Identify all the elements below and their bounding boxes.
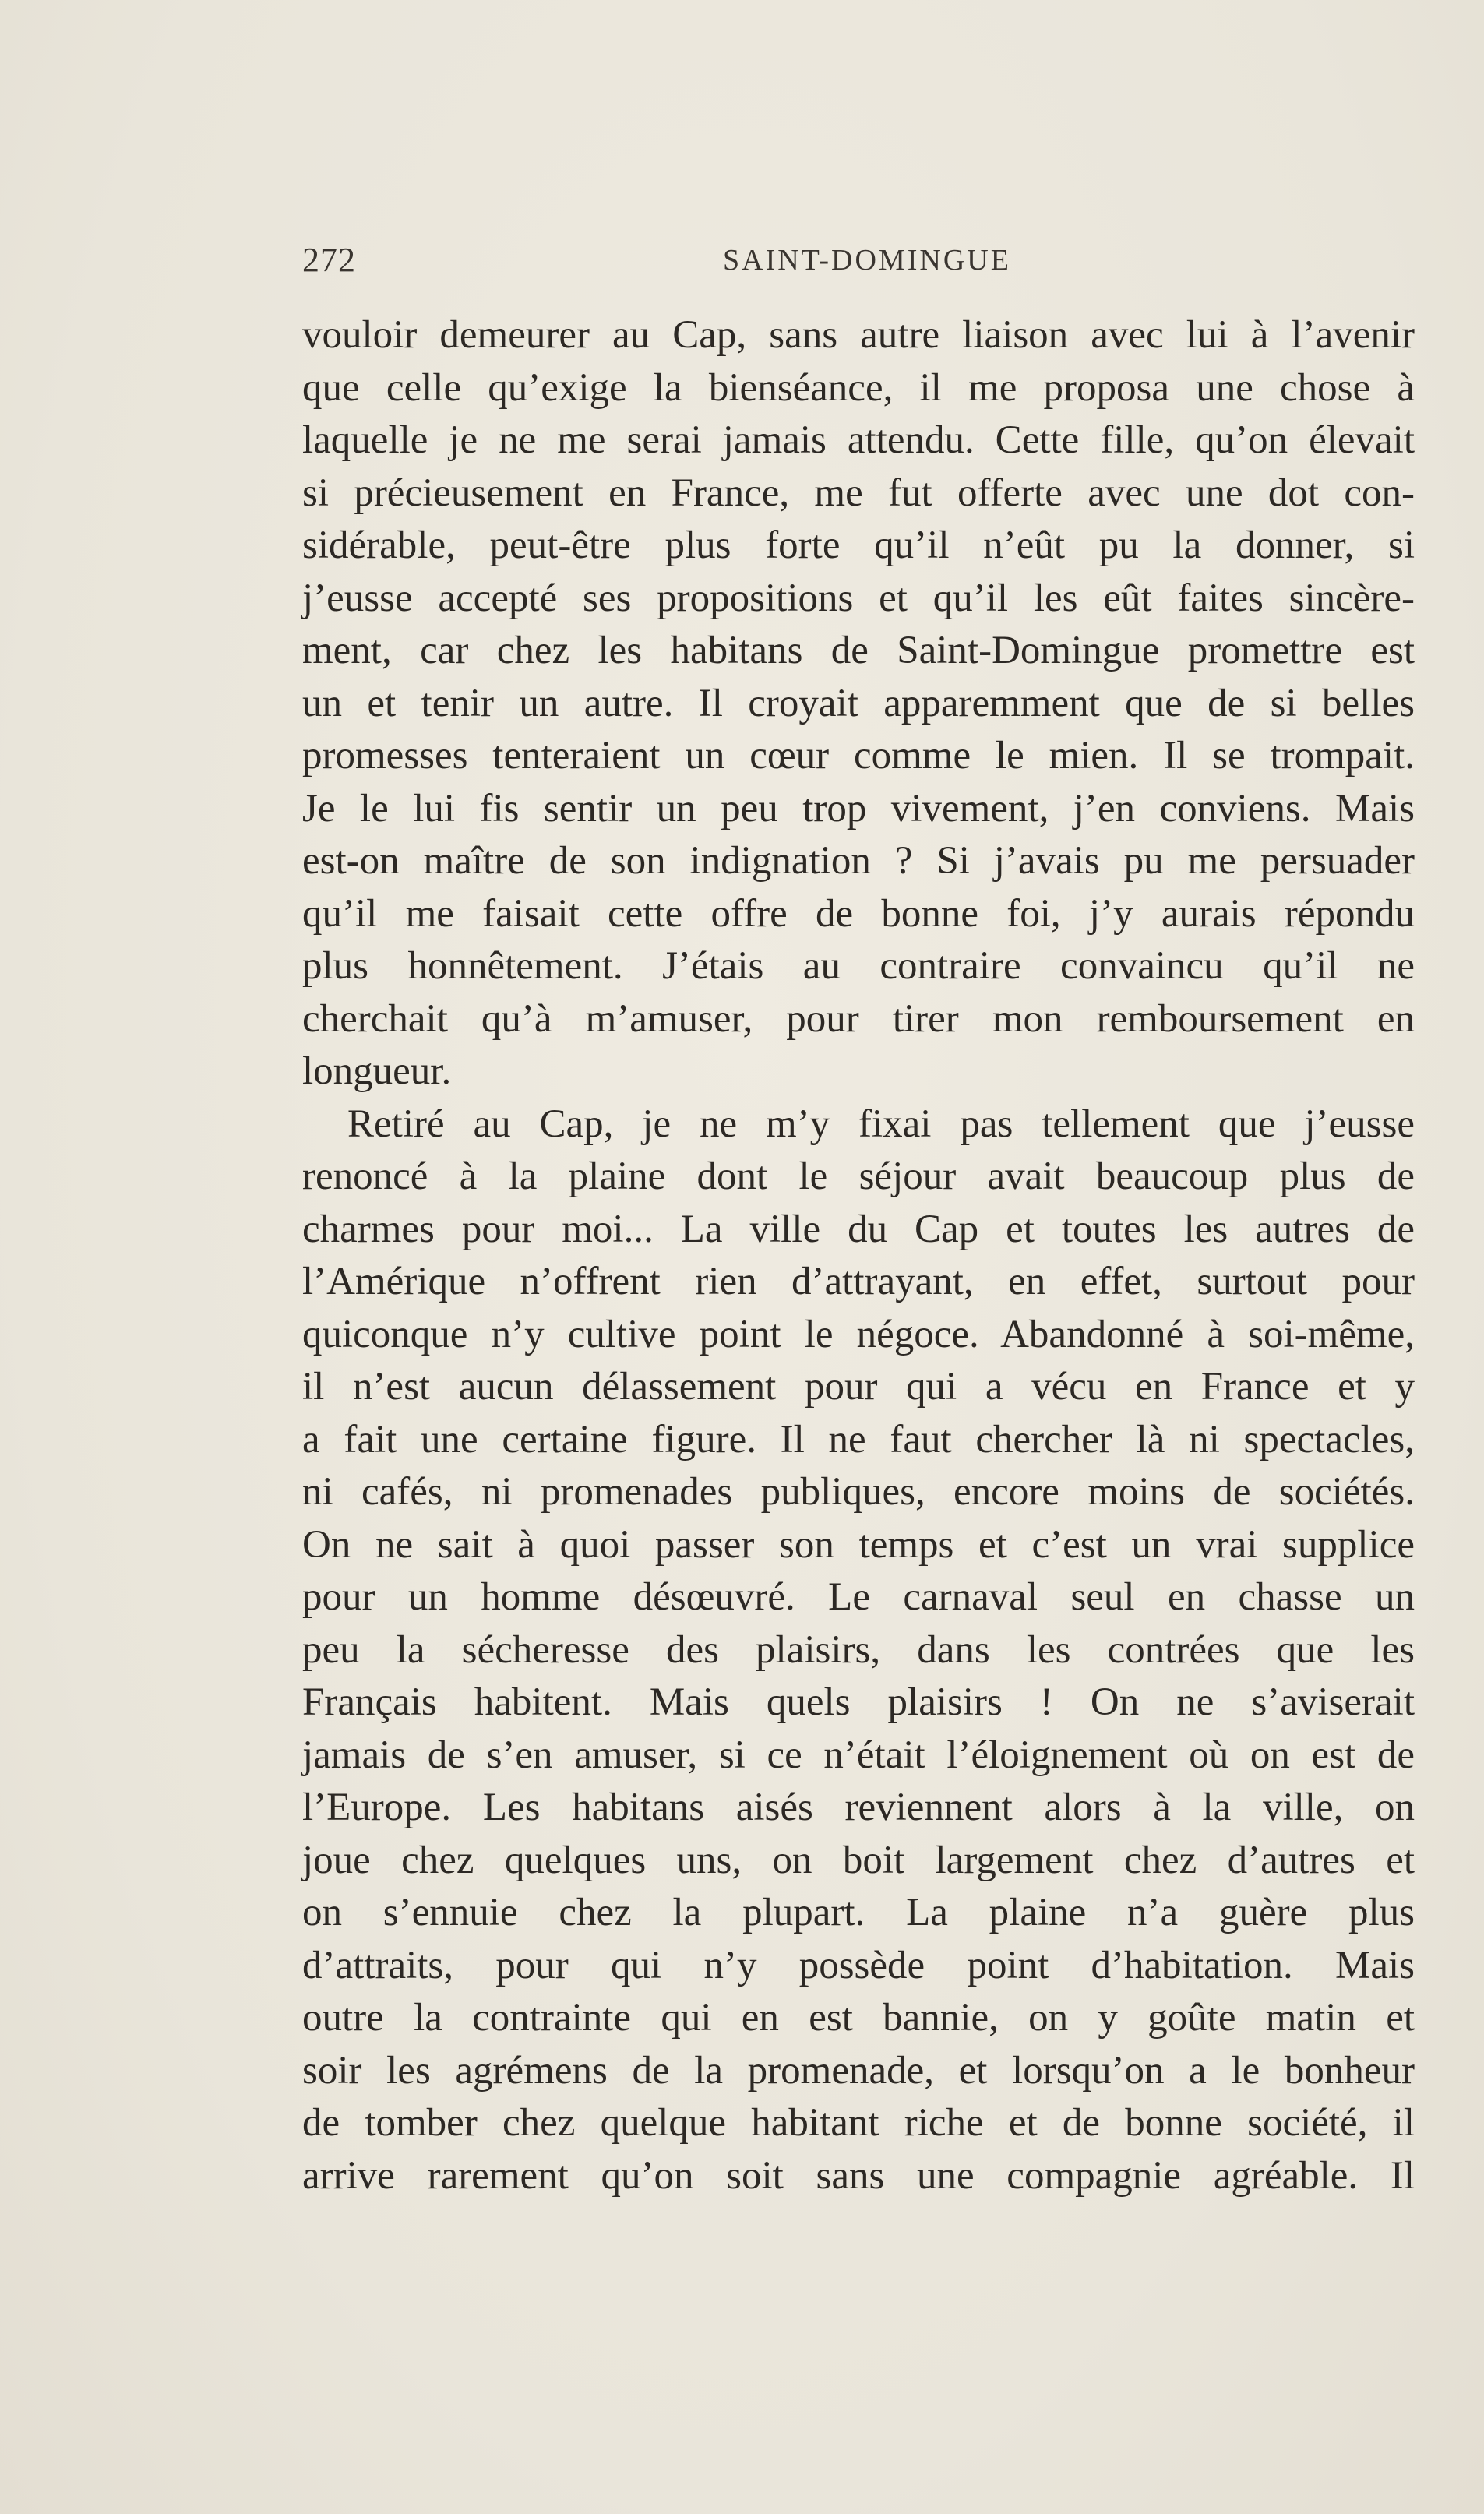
text-line: laquelle je ne me serai jamais attendu. Cette fille, qu’on élevait: [302, 418, 1415, 462]
text-line: j’eusse accepté ses propositions et qu’il les eût faites sincère-: [302, 576, 1415, 620]
text-line: On ne sait à quoi passer son temps et c’est un vrai supplice: [302, 1522, 1415, 1567]
body-text: [302, 309, 1415, 2202]
text-line: l’Amérique n’offrent rien d’attrayant, en effet, surtout pour: [302, 1260, 1415, 1303]
text-line: qu’il me faisait cette offre de bonne foi, j’y aurais répondu: [302, 891, 1415, 936]
running-title: SAINT-DOMINGUE: [723, 244, 1011, 277]
text-line: Retiré au Cap, je ne m’y fixai pas tellement que j’eusse: [347, 1102, 1415, 1146]
text-line: a fait une certaine figure. Il ne faut chercher là ni spectacles,: [302, 1417, 1415, 1462]
text-line: joue chez quelques uns, on boit largement chez d’autres et: [302, 1838, 1415, 1882]
running-head: [302, 240, 1407, 279]
text-line: charmes pour moi... La ville du Cap et toutes les autres de: [302, 1207, 1415, 1251]
text-line: pour un homme désœuvré. Le carnaval seul en chasse un: [302, 1575, 1415, 1619]
text-line: renoncé à la plaine dont le séjour avait beaucoup plus de: [302, 1155, 1415, 1198]
text-line: outre la contrainte qui en est bannie, on y goûte matin et: [302, 1996, 1415, 2040]
text-line: arrive rarement qu’on soit sans une compagnie agréable. Il: [302, 2153, 1415, 2198]
text-line: ni cafés, ni promenades publiques, encore moins de sociétés.: [302, 1470, 1415, 1514]
text-line: Français habitent. Mais quels plaisirs ! On ne s’aviserait: [302, 1680, 1415, 1724]
text-line: Je le lui fis sentir un peu trop vivement, j’en conviens. Mais: [302, 786, 1415, 830]
page-number: 272: [302, 241, 356, 279]
text-line: est-on maître de son indignation ? Si j’avais pu me persuader: [302, 839, 1415, 883]
text-line: longueur.: [302, 1049, 452, 1093]
text-line: promesses tenteraient un cœur comme le mien. Il se trompait.: [302, 734, 1415, 777]
text-line: cherchait qu’à m’amuser, pour tirer mon remboursement en: [302, 996, 1415, 1041]
text-line: sidérable, peut-être plus forte qu’il n’eût pu la donner, si: [302, 524, 1415, 567]
text-line: il n’est aucun délassement pour qui a vécu en France et y: [302, 1365, 1415, 1409]
text-line: l’Europe. Les habitans aisés reviennent alors à la ville, on: [302, 1786, 1415, 1829]
text-line: d’attraits, pour qui n’y possède point d’habitation. Mais: [302, 1943, 1415, 1987]
text-line: quiconque n’y cultive point le négoce. Abandonné à soi-même,: [302, 1312, 1415, 1356]
text-line: soir les agrémens de la promenade, et lorsqu’on a le bonheur: [302, 2048, 1415, 2093]
text-line: peu la sécheresse des plaisirs, dans les contrées que les: [302, 1627, 1415, 1672]
text-line: plus honnêtement. J’étais au contraire convaincu qu’il ne: [302, 944, 1415, 988]
text-line: de tomber chez quelque habitant riche et de bonne société, il: [302, 2101, 1415, 2145]
text-line: un et tenir un autre. Il croyait apparemment que de si belles: [302, 681, 1415, 725]
text-line: jamais de s’en amuser, si ce n’était l’éloignement où on est de: [302, 1733, 1415, 1777]
text-line: ment, car chez les habitans de Saint-Domingue promettre est: [302, 629, 1415, 672]
text-line: vouloir demeurer au Cap, sans autre liaison avec lui à l’avenir: [302, 313, 1415, 357]
text-line: que celle qu’exige la bienséance, il me proposa une chose à: [302, 365, 1415, 410]
text-line: on s’ennuie chez la plupart. La plaine n’a guère plus: [302, 1891, 1415, 1934]
text-line: si précieusement en France, me fut offerte avec une dot con-: [302, 471, 1415, 515]
